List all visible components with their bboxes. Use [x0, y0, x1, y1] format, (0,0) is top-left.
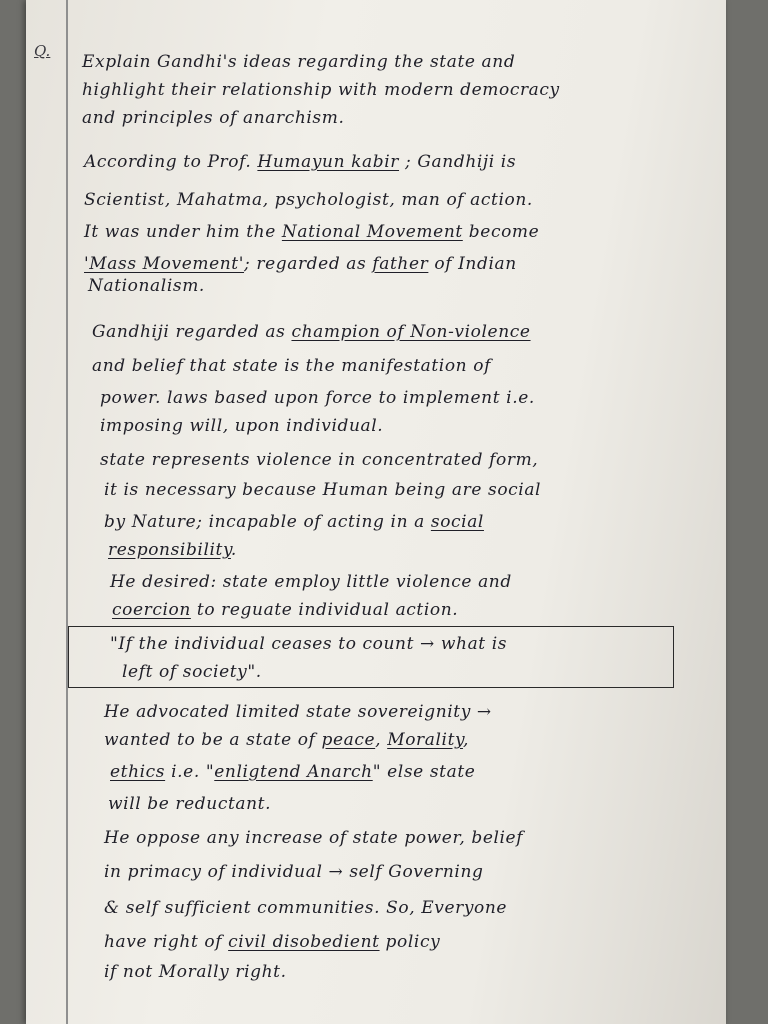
question-line: Explain Gandhi's ideas regarding the state and: [82, 52, 516, 72]
question-line: highlight their relationship with modern democracy: [82, 80, 560, 100]
quote-line: "If the individual ceases to count → what is: [110, 634, 508, 654]
answer-line: by Nature; incapable of acting in a social: [104, 512, 484, 532]
answer-line: it is necessary because Human being are social: [104, 480, 542, 500]
answer-line: imposing will, upon individual.: [100, 416, 384, 436]
answer-line: Nationalism.: [88, 276, 205, 296]
question-label: Q.: [34, 42, 51, 60]
answer-line: in primacy of individual → self Governing: [104, 862, 484, 882]
answer-line: state represents violence in concentrated form,: [100, 450, 539, 470]
answer-line: have right of civil disobedient policy: [104, 932, 441, 952]
answer-line: responsibility.: [108, 540, 237, 560]
answer-line: He oppose any increase of state power, belief: [104, 828, 524, 848]
answer-line: According to Prof. Humayun kabir ; Gandhiji is: [84, 152, 517, 172]
answer-line: and belief that state is the manifestation of: [92, 356, 491, 376]
answer-line: if not Morally right.: [104, 962, 287, 982]
answer-line: will be reductant.: [108, 794, 272, 814]
answer-line: He advocated limited state sovereignity →: [104, 702, 492, 722]
margin-line: [66, 0, 68, 1024]
answer-line: Gandhiji regarded as champion of Non-violence: [92, 322, 531, 342]
answer-line: It was under him the National Movement become: [84, 222, 540, 242]
answer-line: power. laws based upon force to implement i.e.: [100, 388, 535, 408]
answer-line: 'Mass Movement'; regarded as father of Indian: [84, 254, 517, 274]
quote-line: left of society".: [122, 662, 262, 682]
answer-line: coercion to reguate individual action.: [112, 600, 459, 620]
answer-line: ethics i.e. "enligtend Anarch" else state: [110, 762, 476, 782]
answer-line: wanted to be a state of peace, Morality,: [104, 730, 469, 750]
question-line: and principles of anarchism.: [82, 108, 345, 128]
answer-line: Scientist, Mahatma, psychologist, man of action.: [84, 190, 533, 210]
answer-line: He desired: state employ little violence and: [110, 572, 512, 592]
answer-line: & self sufficient communities. So, Everyone: [104, 898, 508, 918]
